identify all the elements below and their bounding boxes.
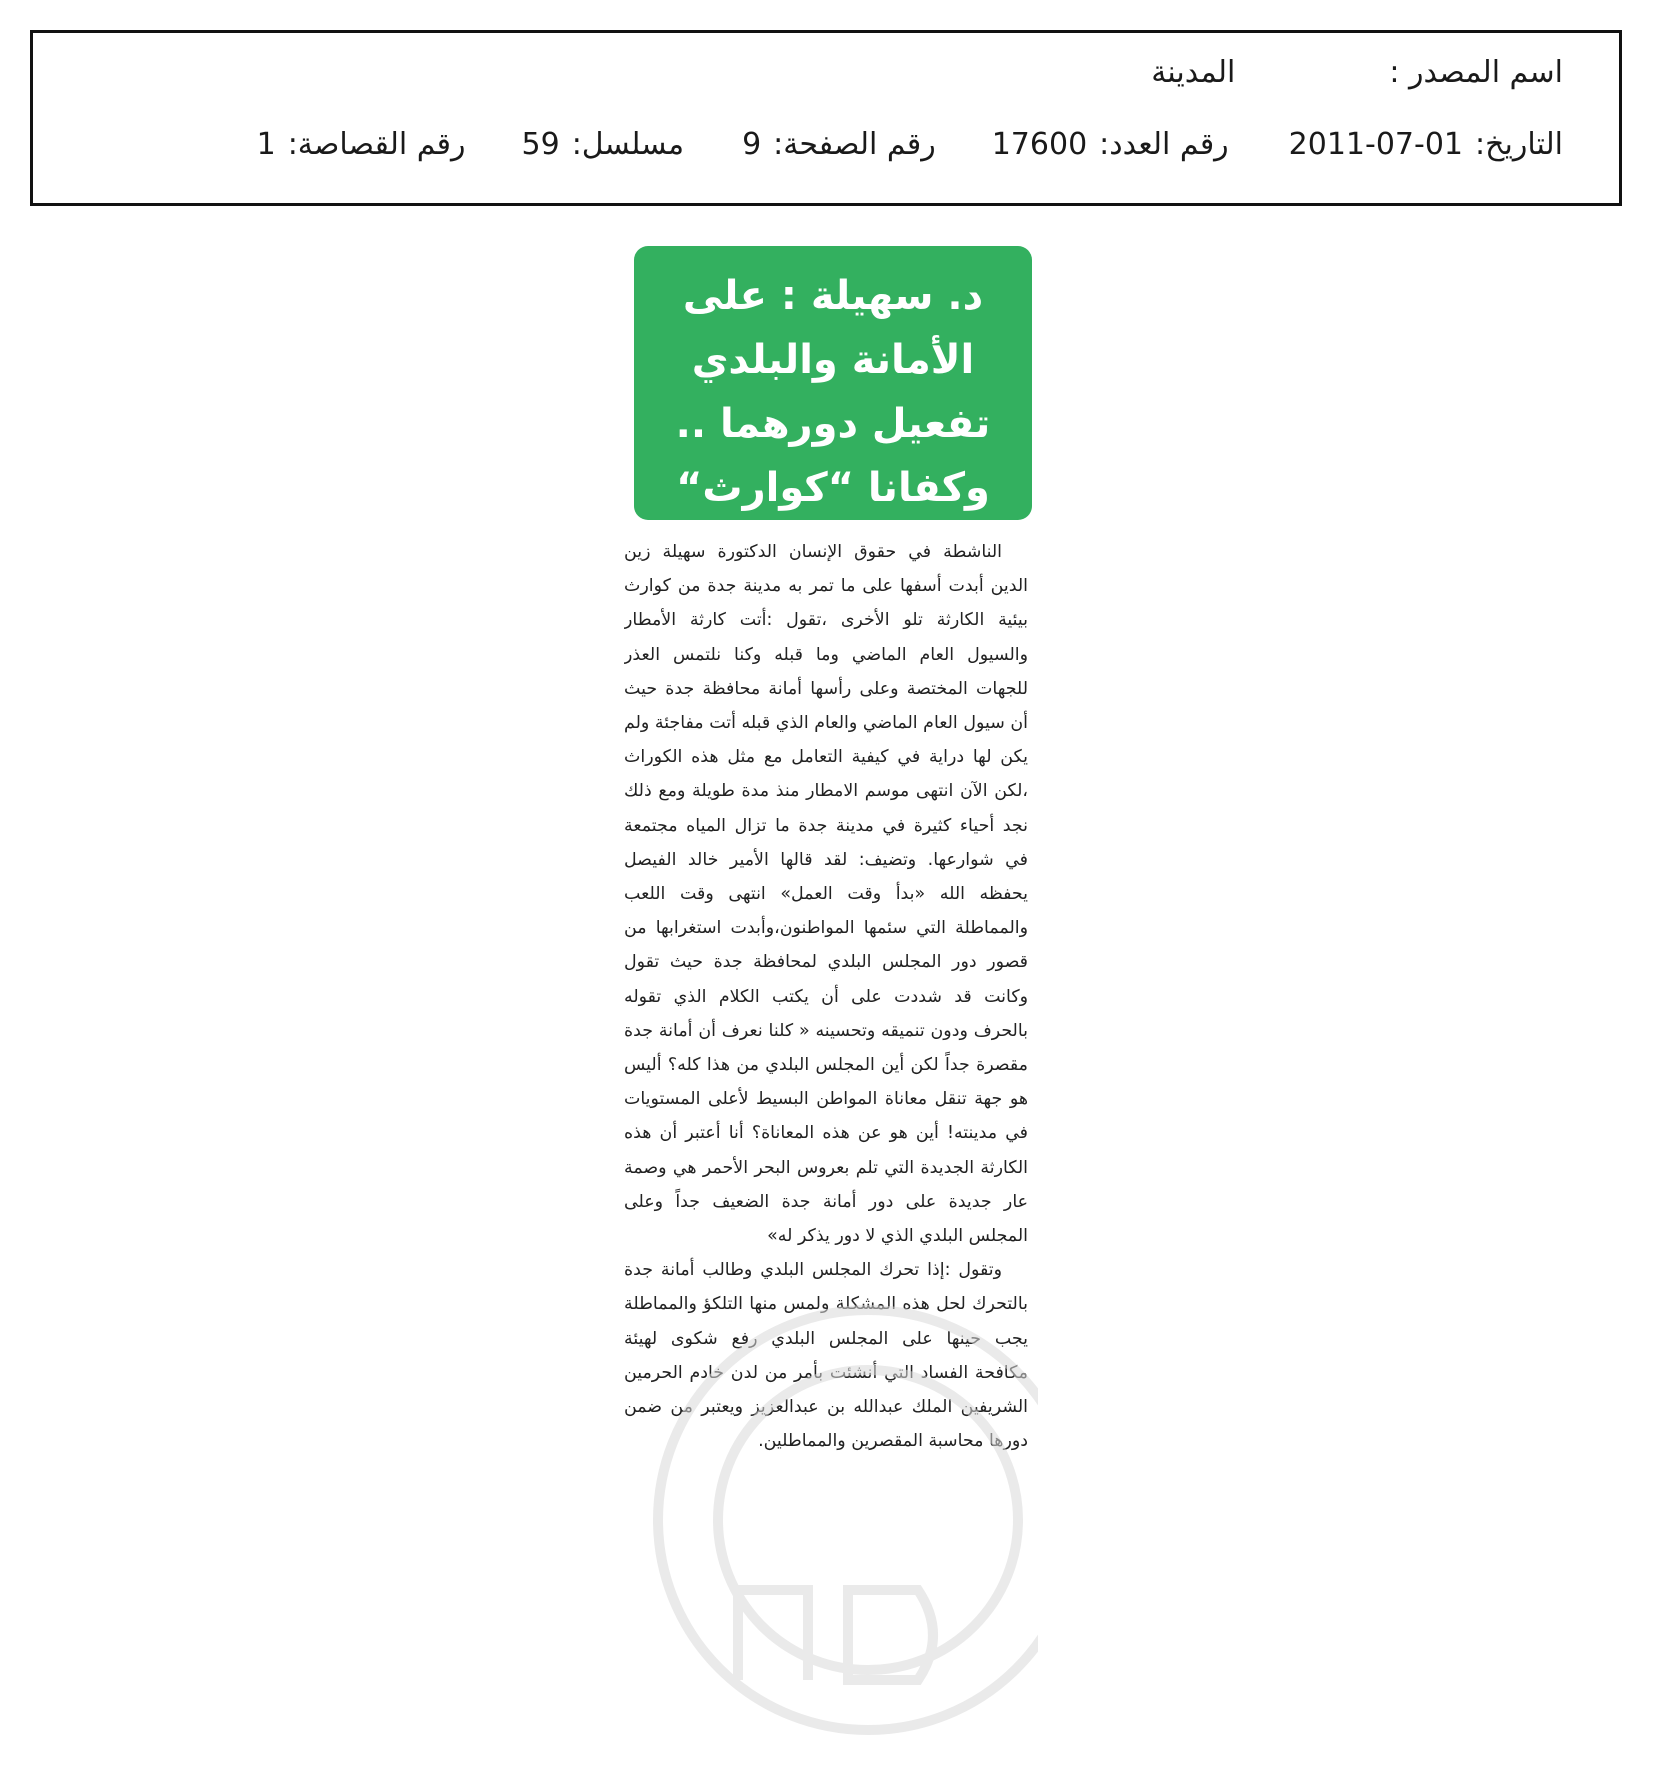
article-paragraph: وتقول :إذا تحرك المجلس البلدي وطالب أمانة جدة بالتحرك لحل هذه المشكلة ولمس منها التلكؤ والمماطلة يجب حينها على المجلس البلدي رفع شكوى لهيئة مكافحة الفساد التي أنشئت بأمر من لدن خادم الحرمين الشريفين الملك عبدالله بن عبدالعزيز ويعتبر من ضمن دورها محاسبة المقصرين والمماطلين. — [624, 1260, 1028, 1452]
date-value: 2011-07-01 — [1288, 127, 1464, 162]
page-label: رقم الصفحة: — [773, 127, 936, 162]
date-label: التاريخ: — [1475, 127, 1563, 162]
issue-value: 17600 — [991, 127, 1088, 162]
page-value: 9 — [742, 127, 762, 162]
source-row — [89, 55, 1563, 90]
source-value: المدينة — [1151, 55, 1236, 90]
headline-line: الأمانة والبلدي — [691, 337, 975, 383]
clip-field — [257, 127, 466, 162]
issue-label: رقم العدد: — [1099, 127, 1229, 162]
headline-box — [634, 246, 1032, 520]
date-field — [1289, 127, 1563, 162]
headline-line: تفعيل دورهما .. — [675, 401, 991, 447]
serial-field — [522, 127, 685, 162]
issue-field — [992, 127, 1229, 162]
source-metadata-box — [30, 30, 1622, 206]
clip-label: رقم القصاصة: — [287, 127, 466, 162]
clip-value: 1 — [256, 127, 276, 162]
serial-label: مسلسل: — [571, 127, 685, 162]
details-row — [89, 127, 1563, 162]
article-paragraph: الناشطة في حقوق الإنسان الدكتورة سهيلة زين الدين أبدت أسفها على ما تمر به مدينة جدة من كوارث بيئية الكارثة تلو الأخرى ،تقول :أتت كارثة الأمطار والسيول العام الماضي وما قبله وكنا نلتمس العذر للجهات المختصة وعلى رأسها أمانة محافظة جدة حيث أن سيول العام الماضي والعام الذي قبله أتت مفاجئة ولم يكن لها دراية في كيفية التعامل مع مثل هذه الكوراث ،لكن الآن انتهى موسم الامطار منذ مدة طويلة ومع ذلك نجد أحياء كثيرة في مدينة جدة ما تزال المياه مجتمعة في شوارعها. وتضيف: لقد قالها الأمير خالد الفيصل يحفظه الله «بدأ وقت العمل» انتهى وقت اللعب والمماطلة التي سئمها المواطنون،وأبدت استغرابها من قصور دور المجلس البلدي لمحافظة جدة حيث تقول وكانت قد شددت على أن يكتب الكلام الذي تقوله بالحرف ودون تنميقه وتحسينه « كلنا نعرف أن أمانة جدة مقصرة جداً لكن أين المجلس البلدي من هذا كله؟ أليس هو جهة تنقل معاناة المواطن البسيط لأعلى المستويات في مدينته! أين هو عن هذه المعاناة؟ أنا أعتبر أن هذه الكارثة الجديدة التي تلم بعروس البحر الأحمر هي وصمة عار جديدة على دور أمانة جدة الضعيف جداً وعلى المجلس البلدي الذي لا دور يذكر له» — [624, 542, 1028, 1247]
source-label: اسم المصدر : — [1389, 55, 1563, 90]
article-body — [624, 535, 1028, 1755]
headline-line: وكفانا “كوارث“ — [676, 465, 990, 511]
headline-line: د. سهيلة : على — [682, 273, 984, 319]
serial-value: 59 — [521, 127, 560, 162]
source-field — [1151, 55, 1563, 90]
page-field — [742, 127, 936, 162]
